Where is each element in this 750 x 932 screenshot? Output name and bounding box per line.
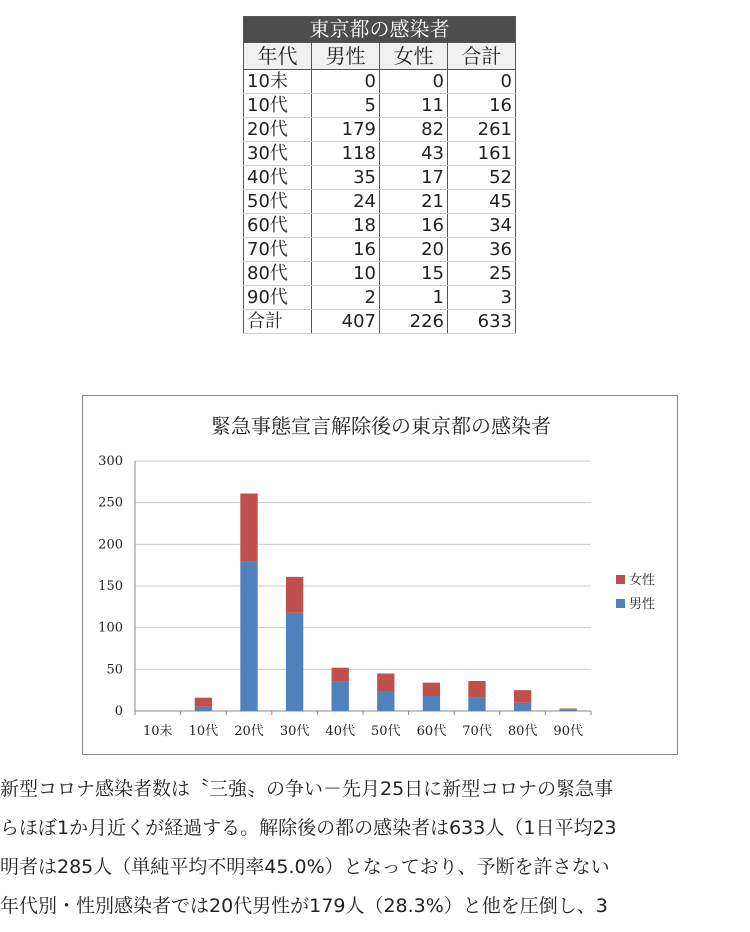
x-tick-label: 10代 <box>188 724 219 739</box>
table-title: 東京都の感染者 <box>244 17 516 43</box>
table-cell: 633 <box>448 310 516 334</box>
x-tick-label: 80代 <box>507 724 538 739</box>
table-cell: 16 <box>380 214 448 238</box>
grid-layer <box>135 461 591 711</box>
x-tick-label: 60代 <box>416 724 447 739</box>
row-label: 70代 <box>244 238 312 262</box>
table-cell: 5 <box>312 94 380 118</box>
y-tick-label: 0 <box>114 704 123 719</box>
table-cell: 17 <box>380 166 448 190</box>
table-cell: 261 <box>448 118 516 142</box>
y-tick-label: 200 <box>98 537 123 553</box>
table-cell: 16 <box>312 238 380 262</box>
x-tick-label: 10未 <box>143 724 173 739</box>
y-tick-label: 100 <box>98 620 123 636</box>
bar-10代-男性 <box>195 707 212 711</box>
row-label: 合計 <box>244 310 312 334</box>
bar-50代-男性 <box>377 691 394 711</box>
article-line-4: 年代別・性別感染者では20代男性が179人（28.3%）と他を圧倒し、3 <box>0 895 608 917</box>
table-cell: 82 <box>380 118 448 142</box>
row-label: 20代 <box>244 118 312 142</box>
x-tick-label: 40代 <box>325 724 355 739</box>
x-tick-label: 30代 <box>279 724 310 739</box>
bar-30代-男性 <box>286 613 303 711</box>
table-cell: 1 <box>380 286 448 310</box>
header-female: 女性 <box>380 43 448 70</box>
row-label: 80代 <box>244 262 312 286</box>
legend-swatch-女性 <box>616 575 625 584</box>
legend-swatch-男性 <box>616 599 625 608</box>
table-cell: 3 <box>448 286 516 310</box>
bar-layer <box>195 494 577 712</box>
stacked-bar-chart <box>83 396 679 756</box>
table-row <box>244 190 516 214</box>
table-cell: 36 <box>448 238 516 262</box>
article-line-2: らほぼ1か月近くが経過する。解除後の都の感染者は633人（1日平均23 <box>0 817 617 839</box>
table-cell: 0 <box>312 70 380 94</box>
table-row <box>244 166 516 190</box>
table-cell: 43 <box>380 142 448 166</box>
bar-80代-男性 <box>514 703 531 711</box>
bar-70代-女性 <box>468 681 485 698</box>
y-tick-label: 300 <box>98 454 123 469</box>
article-line-1: 新型コロナ感染者数は〝三強〟の争い－先月25日に新型コロナの緊急事 <box>0 778 614 800</box>
bar-70代-男性 <box>468 698 485 711</box>
table-cell: 0 <box>380 70 448 94</box>
row-label: 90代 <box>244 286 312 310</box>
table-cell: 179 <box>312 118 380 142</box>
y-tick-label: 50 <box>106 662 123 678</box>
bar-40代-女性 <box>332 668 349 682</box>
row-label: 60代 <box>244 214 312 238</box>
article-line-3: 明者は285人（単純平均不明率45.0%）となっており、予断を許さない <box>0 856 610 878</box>
table-cell: 24 <box>312 190 380 214</box>
table-row <box>244 238 516 262</box>
header-male: 男性 <box>312 43 380 70</box>
x-tick-label: 70代 <box>462 724 492 739</box>
row-label: 30代 <box>244 142 312 166</box>
x-tick-label: 50代 <box>371 724 401 739</box>
infection-table <box>243 16 516 334</box>
legend-label-女性: 女性 <box>629 573 656 588</box>
table-cell: 407 <box>312 310 380 334</box>
y-tick-label: 150 <box>98 579 123 594</box>
row-label: 40代 <box>244 166 312 190</box>
article-text <box>0 770 750 926</box>
table-header-row <box>244 43 516 70</box>
table-row <box>244 70 516 94</box>
bar-40代-男性 <box>332 682 349 711</box>
bar-30代-女性 <box>286 577 303 613</box>
table-row <box>244 310 516 334</box>
table-cell: 161 <box>448 142 516 166</box>
table-cell: 226 <box>380 310 448 334</box>
table-cell: 45 <box>448 190 516 214</box>
row-label: 10未 <box>244 70 312 94</box>
bar-80代-女性 <box>514 690 531 703</box>
chart-frame <box>82 395 678 755</box>
table-cell: 35 <box>312 166 380 190</box>
table-cell: 21 <box>380 190 448 214</box>
table-cell: 20 <box>380 238 448 262</box>
bar-90代-女性 <box>560 709 577 710</box>
row-label: 10代 <box>244 94 312 118</box>
table-row <box>244 214 516 238</box>
table-row <box>244 118 516 142</box>
table-row <box>244 262 516 286</box>
bar-20代-男性 <box>240 562 257 711</box>
table-row <box>244 286 516 310</box>
table-cell: 0 <box>448 70 516 94</box>
table-cell: 118 <box>312 142 380 166</box>
header-age: 年代 <box>244 43 312 70</box>
header-total: 合計 <box>448 43 516 70</box>
table-cell: 10 <box>312 262 380 286</box>
table-cell: 11 <box>380 94 448 118</box>
legend-label-男性: 男性 <box>629 597 656 612</box>
table-row <box>244 142 516 166</box>
y-tick-label: 250 <box>98 495 123 511</box>
table-cell: 15 <box>380 262 448 286</box>
bar-50代-女性 <box>377 674 394 692</box>
x-tick-label: 20代 <box>234 724 264 739</box>
table-cell: 16 <box>448 94 516 118</box>
row-label: 50代 <box>244 190 312 214</box>
table-cell: 18 <box>312 214 380 238</box>
legend <box>616 572 655 612</box>
bar-60代-女性 <box>423 683 440 696</box>
table-cell: 2 <box>312 286 380 310</box>
bar-60代-男性 <box>423 696 440 711</box>
x-tick-label: 90代 <box>553 724 583 739</box>
table-body <box>244 70 516 334</box>
table-cell: 34 <box>448 214 516 238</box>
bar-10代-女性 <box>195 698 212 707</box>
table-cell: 52 <box>448 166 516 190</box>
table-title-row <box>244 17 516 43</box>
bar-90代-男性 <box>560 709 577 711</box>
bar-20代-女性 <box>240 494 257 562</box>
table-row <box>244 94 516 118</box>
table-cell: 25 <box>448 262 516 286</box>
chart-title: 緊急事態宣言解除後の東京都の感染者 <box>211 414 551 438</box>
